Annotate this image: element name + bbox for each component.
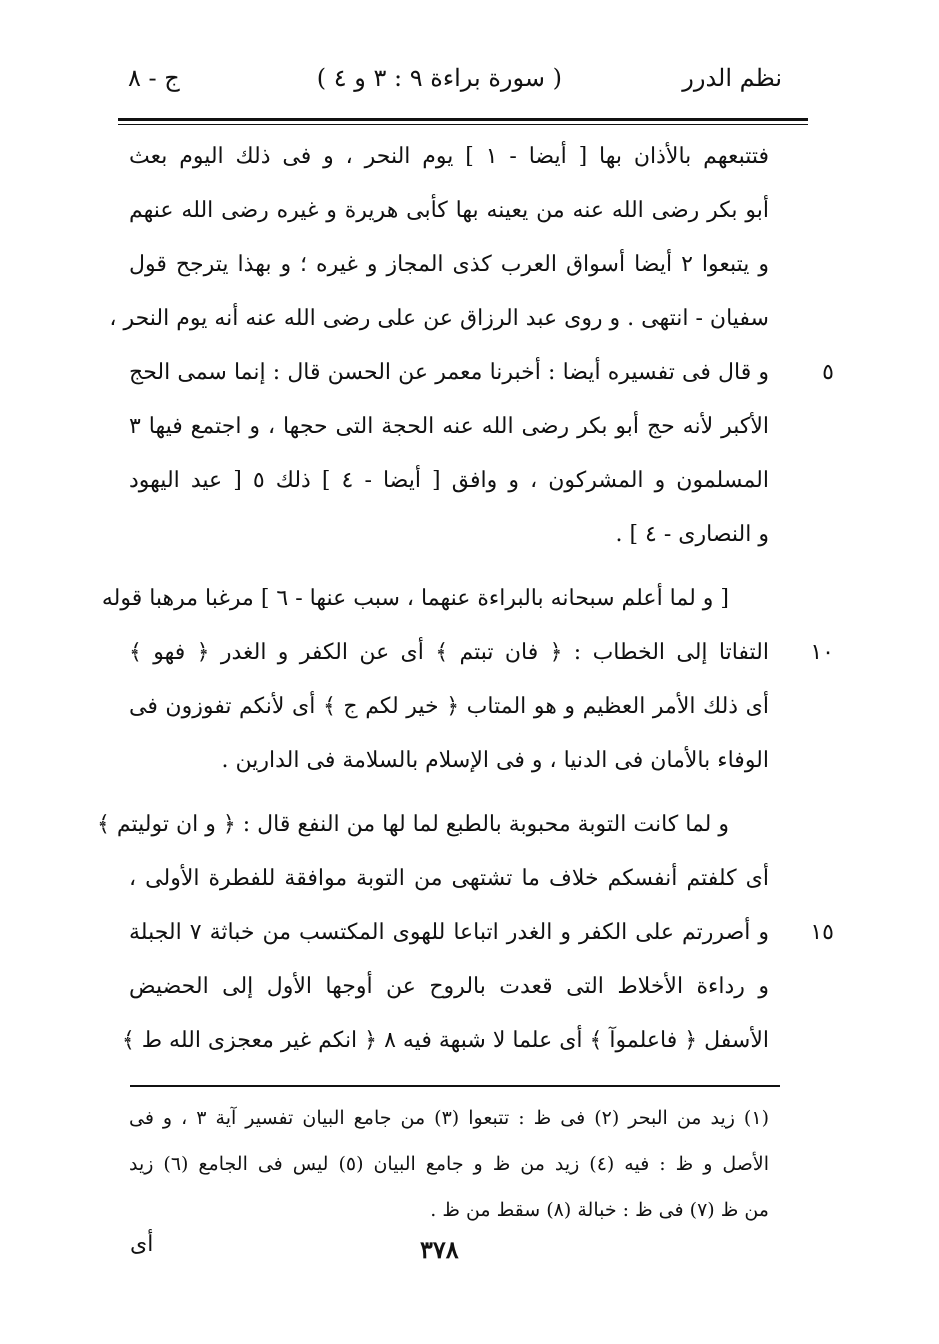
footnote-line: (١) زيد من البحر (٢) فى ظ : تتبعوا (٣) من جامع البيان تفسير آية ٣ ، و فى <box>129 1107 769 1129</box>
paragraph-b <box>101 572 834 788</box>
text-line: و لما كانت التوبة محبوبة بالطبع لما لها من النفع قال : ﴿ و ان توليتم ﴾ <box>96 812 729 837</box>
text-line: [ و لما أعلم سبحانه بالبراءة عنهما ، سبب عنها - ٦ ] مرغبا مرهبا قوله <box>101 586 729 611</box>
text-line: و قال فى تفسيره أيضا : أخبرنا معمر عن الحسن قال : إنما سمى الحج <box>129 360 769 385</box>
header-rule-thin <box>118 124 808 125</box>
text-line: أى كلفتم أنفسكم خلاف ما تشتهى من التوبة موافقة للفطرة الأولى ، <box>129 866 769 891</box>
header-rule-thick <box>118 118 808 121</box>
text-line: و رداءة الأخلاط التى قعدت بالروح عن أوجها الأول إلى الحضيض <box>129 974 769 999</box>
text-line: و أصررتم على الكفر و الغدر اتباعا للهوى المكتسب من خباثة ٧ الجبلة <box>129 920 769 945</box>
footnotes <box>129 1095 769 1233</box>
line-number-10: ١٠ <box>810 640 834 665</box>
book-title: نظم الدرر <box>682 64 782 92</box>
text-line: الأكبر لأنه حج أبو بكر رضى الله عنه الحجة التى حجها ، و اجتمع فيها ٣ <box>129 414 769 439</box>
surah-reference: ( سورة براءة ٩ : ٣ و ٤ ) <box>316 64 562 92</box>
footnote-rule <box>130 1085 780 1087</box>
line-number-15: ١٥ <box>810 920 834 945</box>
text-line: المسلمون و المشركون ، و وافق [ أيضا - ٤ ] ذلك ٥ [ عيد اليهود <box>129 468 769 493</box>
paragraph-a <box>109 130 834 562</box>
text-line: و يتبعوا ٢ أيضا أسواق العرب كذى المجاز و غيره ؛ و بهذا يترجح قول <box>129 252 769 277</box>
footnote-line: من ظ (٧) فى ظ : خبالة (٨) سقط من ظ . <box>430 1199 769 1221</box>
page-number: ٣٧٨ <box>420 1235 459 1264</box>
text-line: سفيان - انتهى . و روى عبد الرزاق عن على رضى الله عنه أنه يوم النحر ، <box>109 306 769 331</box>
text-line: أى ذلك الأمر العظيم و هو المتاب ﴿ خير لكم ج ﴾ أى لأنكم تفوزون فى <box>129 694 769 719</box>
paragraph-c <box>96 798 834 1068</box>
text-line: التفاتا إلى الخطاب : ﴿ فان تبتم ﴾ أى عن الكفر و الغدر ﴿ فهو ﴾ <box>129 640 769 665</box>
line-number-5: ٥ <box>822 360 834 385</box>
catchword: أى <box>130 1232 154 1257</box>
text-line: الأسفل ﴿ فاعلموآ ﴾ أى علما لا شبهة فيه ٨ ﴿ انكم غير معجزى الله ط ﴾ <box>121 1028 769 1053</box>
running-header <box>118 58 790 108</box>
volume-label: ج - ٨ <box>128 64 180 92</box>
footnote-line: الأصل و ظ : فيه (٤) زيد من ظ و جامع البيان (٥) ليس فى الجامع (٦) زيد <box>129 1153 770 1175</box>
text-line: فتتبعهم بالأذان بها [ أيضا - ١ ] يوم النحر ، و فى ذلك اليوم بعث <box>129 144 770 169</box>
text-line: الوفاء بالأمان فى الدنيا ، و فى الإسلام بالسلامة فى الدارين . <box>221 748 769 773</box>
text-line: أبو بكر رضى الله عنه من يعينه بها كأبى هريرة و غيره رضى الله عنهم <box>129 198 769 223</box>
text-line: و النصارى - ٤ ] . <box>615 522 769 547</box>
